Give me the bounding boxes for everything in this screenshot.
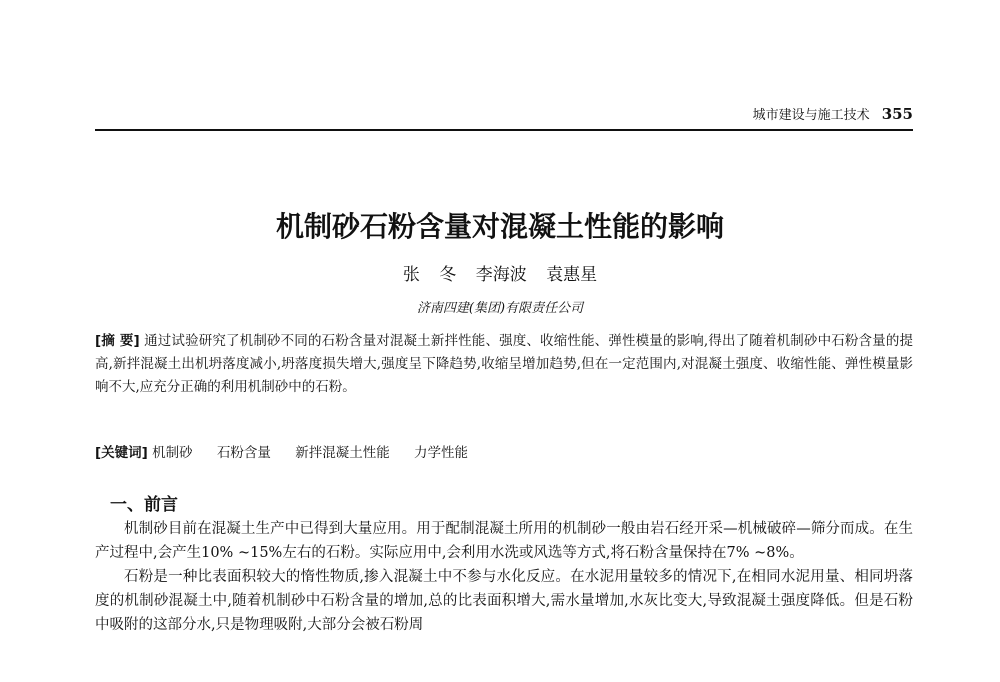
keywords [95, 442, 913, 465]
header-rule [95, 129, 913, 131]
author-list: 张 冬 李海波 袁惠星 [402, 265, 598, 285]
keywords-label: [关键词] [95, 445, 148, 461]
keyword: 机制砂 [152, 445, 193, 461]
paragraph: 机制砂目前在混凝土生产中已得到大量应用。用于配制混凝土所用的机制砂一般由岩石经开采—机械破碎—筛分而成。在生产过程中,会产生10% ~15%左右的石粉。实际应用中,会利用水洗或风选等方式,将石粉含量保持在7% ~8%。 [95, 521, 913, 561]
journal-name: 城市建设与施工技术 [752, 108, 870, 123]
running-header [95, 104, 913, 123]
section-heading: 一、前言 [110, 495, 178, 515]
abstract-label: [摘 要] [95, 333, 140, 349]
affiliation: 济南四建(集团)有限责任公司 [416, 301, 584, 316]
keyword: 力学性能 [414, 445, 469, 461]
page-number: 355 [881, 105, 913, 123]
keyword: 新拌混凝土性能 [295, 445, 390, 461]
keyword: 石粉含量 [216, 445, 271, 461]
article-title: 机制砂石粉含量对混凝土性能的影响 [275, 210, 724, 243]
paragraph: 石粉是一种比表面积较大的惰性物质,掺入混凝土中不参与水化反应。在水泥用量较多的情况下,在相同水泥用量、相同坍落度的机制砂混凝土中,随着机制砂中石粉含量的增加,总的比表面积增大,需水量增加,水灰比变大,导致混凝土强度降低。但是石粉中吸附的这部分水,只是物理吸附,大部分会被石粉周 [95, 569, 913, 633]
body-text [95, 517, 913, 637]
abstract [95, 330, 913, 399]
abstract-text: 通过试验研究了机制砂不同的石粉含量对混凝土新拌性能、强度、收缩性能、弹性模量的影响,得出了随着机制砂中石粉含量的提高,新拌混凝土出机坍落度减小,坍落度损失增大,强度呈下降趋势,收缩呈增加趋势,但在一定范围内,对混凝土强度、收缩性能、弹性模量影响不大,应充分正确的利用机制砂中的石粉。 [95, 333, 913, 395]
